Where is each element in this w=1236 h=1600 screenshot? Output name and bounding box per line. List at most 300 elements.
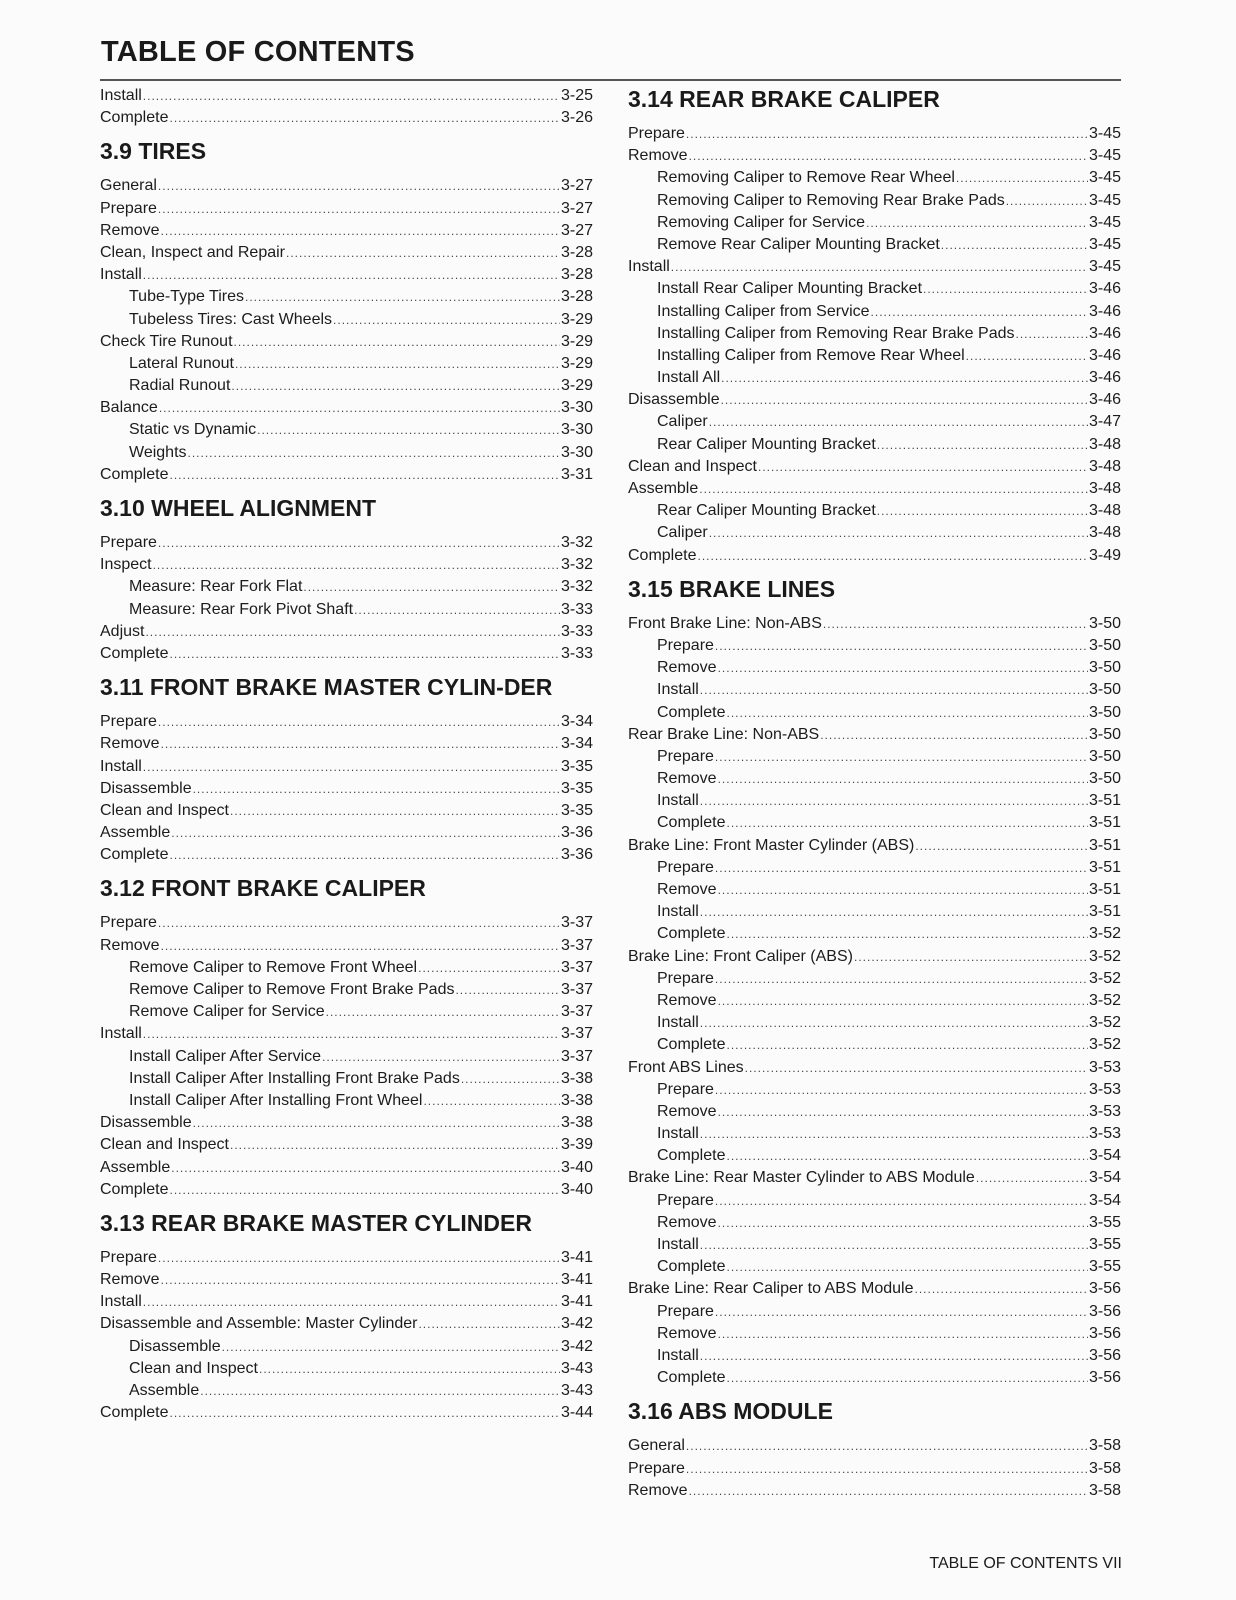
toc-entry[interactable] — [628, 990, 1121, 1012]
dot-leader — [700, 1012, 1088, 1034]
toc-entry-label: Install — [657, 1014, 699, 1032]
toc-entry-page: 3-38 — [560, 1069, 593, 1087]
toc-entry-label: Assemble — [129, 1382, 200, 1399]
toc-section — [628, 1397, 1121, 1502]
toc-entry[interactable] — [628, 545, 1121, 567]
toc-entry-label: Weights — [129, 443, 187, 461]
dot-leader — [718, 1212, 1088, 1234]
toc-entry[interactable] — [100, 643, 593, 665]
toc-entry[interactable] — [628, 1323, 1121, 1345]
toc-entry-label: Install — [100, 266, 142, 284]
toc-entry[interactable] — [628, 613, 1121, 635]
toc-entry-page: 3-52 — [1088, 969, 1121, 987]
toc-entry-list — [100, 532, 593, 665]
toc-entry[interactable] — [628, 167, 1121, 189]
toc-entry-label: Caliper — [657, 413, 708, 431]
dot-leader — [143, 85, 560, 107]
toc-entry-label: Front ABS Lines — [628, 1058, 744, 1076]
toc-entry[interactable] — [100, 1023, 593, 1045]
toc-entry[interactable] — [628, 145, 1121, 167]
toc-entry-page: 3-56 — [1088, 1324, 1121, 1342]
toc-entry[interactable] — [100, 353, 593, 375]
toc-entry[interactable] — [100, 1269, 593, 1291]
section-heading[interactable]: 3.10 WHEEL ALIGNMENT — [100, 495, 377, 521]
dot-leader — [158, 532, 560, 554]
toc-entry[interactable] — [628, 1301, 1121, 1323]
dot-leader — [726, 1145, 1087, 1167]
toc-entry-label: Complete — [657, 814, 726, 832]
toc-entry-label: Brake Line: Rear Caliper to ABS Module — [628, 1280, 914, 1298]
toc-entry-label: Complete — [657, 1258, 726, 1276]
section-heading[interactable]: 3.9 TIRES — [100, 138, 207, 165]
toc-entry[interactable] — [100, 419, 593, 441]
toc-entry-page: 3-46 — [1088, 346, 1121, 364]
toc-entry[interactable] — [628, 434, 1121, 456]
section-heading[interactable]: 3.15 BRAKE LINES — [628, 575, 836, 602]
toc-entry[interactable] — [628, 190, 1121, 212]
toc-entry-page: 3-37 — [560, 914, 593, 932]
toc-entry-page: 3-54 — [1088, 1147, 1121, 1165]
toc-entry[interactable] — [100, 554, 593, 576]
toc-entry[interactable] — [628, 923, 1121, 945]
toc-entry-page: 3-55 — [1088, 1258, 1121, 1276]
toc-entry[interactable] — [100, 1157, 593, 1179]
toc-entry-page: 3-40 — [560, 1158, 593, 1176]
dot-leader — [153, 554, 560, 576]
toc-entry[interactable] — [628, 657, 1121, 679]
toc-entry-label: Check Tire Runout — [100, 332, 233, 350]
dot-leader — [726, 1256, 1087, 1278]
dot-leader — [700, 901, 1088, 923]
toc-entry-page: 3-46 — [1088, 324, 1121, 342]
toc-entry-label: Measure: Rear Fork Flat — [129, 578, 303, 596]
toc-entry[interactable] — [100, 397, 593, 419]
dot-leader — [158, 1247, 560, 1269]
dot-leader — [245, 286, 560, 308]
toc-entry[interactable] — [628, 1012, 1121, 1034]
toc-entry-label: Complete — [628, 546, 697, 564]
dot-leader — [721, 367, 1088, 389]
toc-entry-label: Prepare — [628, 125, 685, 142]
dot-leader — [715, 968, 1088, 990]
toc-entry[interactable] — [100, 309, 593, 331]
toc-entry[interactable] — [100, 1291, 593, 1313]
toc-entry-page: 3-45 — [1088, 258, 1121, 276]
toc-entry-label: Clean and Inspect — [129, 1359, 258, 1377]
toc-entry[interactable] — [100, 1046, 593, 1068]
toc-entry-page: 3-25 — [560, 87, 593, 104]
toc-entry[interactable] — [100, 979, 593, 1001]
toc-entry[interactable] — [100, 1247, 593, 1269]
toc-entry[interactable] — [628, 702, 1121, 724]
toc-entry-label: Installing Caliper from Remove Rear Wheel — [657, 346, 965, 364]
toc-entry-label: Install — [657, 1346, 699, 1364]
dot-leader — [700, 1123, 1088, 1145]
toc-entry[interactable] — [100, 733, 593, 755]
toc-entry[interactable] — [628, 123, 1121, 145]
toc-entry-page: 3-51 — [1088, 814, 1121, 832]
toc-entry[interactable] — [100, 331, 593, 353]
toc-entry[interactable] — [628, 1458, 1121, 1480]
toc-entry[interactable] — [628, 522, 1121, 544]
dot-leader — [715, 1190, 1088, 1212]
toc-entry-page: 3-51 — [1088, 881, 1121, 898]
toc-entry-label: Remove — [628, 1481, 688, 1499]
toc-entry[interactable] — [100, 464, 593, 486]
toc-entry-label: Complete — [100, 1404, 169, 1422]
toc-entry-page: 3-28 — [560, 266, 593, 284]
toc-entry[interactable] — [100, 1380, 593, 1402]
toc-entry[interactable] — [100, 264, 593, 286]
toc-entry[interactable] — [100, 532, 593, 554]
toc-entry-label: Complete — [657, 1147, 726, 1165]
toc-entry[interactable] — [628, 389, 1121, 411]
toc-entry[interactable] — [100, 912, 593, 934]
section-heading[interactable]: 3.13 REAR BRAKE MASTER CYLINDER — [100, 1209, 532, 1236]
dot-leader — [820, 724, 1088, 746]
toc-entry[interactable] — [628, 301, 1121, 323]
toc-entry-page: 3-46 — [1088, 369, 1121, 387]
toc-entry[interactable] — [628, 1145, 1121, 1167]
toc-entry[interactable] — [100, 756, 593, 778]
toc-entry[interactable] — [100, 621, 593, 643]
toc-entry[interactable] — [628, 367, 1121, 389]
dot-leader — [700, 1345, 1088, 1367]
toc-entry-page: 3-52 — [1088, 1014, 1121, 1032]
toc-entry-label: Remove — [657, 991, 717, 1009]
toc-entry-page: 3-31 — [560, 465, 593, 483]
toc-entry[interactable] — [628, 857, 1121, 879]
toc-entry-label: Measure: Rear Fork Pivot Shaft — [129, 600, 354, 618]
toc-entry[interactable] — [628, 1057, 1121, 1079]
toc-entry-page: 3-42 — [560, 1315, 593, 1333]
toc-entry[interactable] — [628, 635, 1121, 657]
toc-entry-page: 3-52 — [1088, 1036, 1121, 1054]
toc-entry-page: 3-58 — [1088, 1437, 1121, 1455]
toc-entry[interactable] — [628, 1101, 1121, 1123]
toc-entry-label: Remove Caliper to Remove Front Wheel — [129, 958, 418, 976]
toc-entry-label: Remove — [657, 1213, 717, 1231]
toc-entry-label: Rear Caliper Mounting Bracket — [657, 435, 876, 453]
toc-entry-page: 3-37 — [560, 1003, 593, 1021]
dot-leader — [161, 733, 560, 755]
toc-entry-page: 3-48 — [1088, 457, 1121, 475]
toc-entry[interactable] — [100, 1179, 593, 1201]
dot-leader — [726, 923, 1087, 945]
toc-entry-label: Lateral Runout — [129, 354, 234, 372]
toc-entry-page: 3-51 — [1088, 792, 1121, 810]
toc-entry-page: 3-30 — [560, 421, 593, 439]
toc-entry-label: Static vs Dynamic — [129, 421, 257, 439]
dot-leader — [193, 778, 560, 800]
toc-entry[interactable] — [628, 1234, 1121, 1256]
toc-entry-label: Prepare — [657, 969, 714, 987]
toc-entry-page: 3-30 — [560, 399, 593, 417]
dot-leader — [745, 1057, 1088, 1079]
toc-entry-page: 3-37 — [560, 1025, 593, 1043]
toc-entry-label: Radial Runout — [129, 377, 231, 395]
toc-entry[interactable] — [628, 1167, 1121, 1189]
dot-leader — [461, 1068, 560, 1090]
dot-leader — [143, 264, 560, 286]
toc-entry-page: 3-41 — [560, 1293, 593, 1311]
toc-entry[interactable] — [628, 212, 1121, 234]
toc-entry-page: 3-51 — [1088, 858, 1121, 876]
dot-leader — [718, 990, 1088, 1012]
toc-entry-page: 3-43 — [560, 1359, 593, 1377]
dot-leader — [877, 434, 1088, 456]
toc-entry[interactable] — [100, 822, 593, 844]
toc-entry-label: Clean, Inspect and Repair — [100, 243, 285, 261]
toc-entry-label: Complete — [100, 465, 169, 483]
toc-entry[interactable] — [628, 1367, 1121, 1389]
toc-entry-label: Clean and Inspect — [100, 1136, 229, 1154]
toc-entry[interactable] — [628, 968, 1121, 990]
dot-leader — [143, 756, 560, 778]
toc-entry-page: 3-29 — [560, 354, 593, 372]
toc-entry[interactable] — [100, 242, 593, 264]
dot-leader — [286, 242, 560, 264]
toc-entry[interactable] — [628, 1278, 1121, 1300]
toc-entry[interactable] — [628, 1190, 1121, 1212]
toc-entry-page: 3-42 — [560, 1337, 593, 1355]
toc-entry[interactable] — [100, 1090, 593, 1112]
toc-entry-page: 3-37 — [560, 936, 593, 954]
dot-leader — [976, 1167, 1088, 1189]
toc-entry-page: 3-38 — [560, 1114, 593, 1132]
toc-entry[interactable] — [100, 957, 593, 979]
toc-entry[interactable] — [628, 1435, 1121, 1457]
toc-entry-label: Caliper — [657, 524, 708, 542]
toc-entry[interactable] — [100, 1336, 593, 1358]
toc-entry[interactable] — [628, 345, 1121, 367]
toc-entry[interactable] — [100, 107, 593, 129]
toc-entry-label: Prepare — [657, 1302, 714, 1320]
toc-entry-page: 3-51 — [1088, 903, 1121, 921]
dot-leader — [234, 331, 560, 353]
dot-leader — [161, 1269, 560, 1291]
dot-leader — [686, 123, 1088, 145]
left-column — [100, 85, 593, 1424]
section-heading[interactable]: 3.16 ABS MODULE — [628, 1398, 833, 1425]
toc-entry-label: Remove — [657, 1102, 717, 1120]
toc-entry[interactable] — [628, 256, 1121, 278]
toc-entry[interactable] — [100, 442, 593, 464]
dot-leader — [715, 1301, 1088, 1323]
dot-leader — [158, 175, 560, 197]
toc-entry-page: 3-46 — [1088, 280, 1121, 298]
toc-entry-page: 3-58 — [1088, 1481, 1121, 1499]
toc-entry-page: 3-36 — [560, 846, 593, 864]
toc-entry[interactable] — [100, 1134, 593, 1156]
dot-leader — [718, 1323, 1088, 1345]
toc-entry[interactable] — [628, 835, 1121, 857]
toc-entry[interactable] — [628, 1034, 1121, 1056]
dot-leader — [161, 935, 560, 957]
toc-entry[interactable] — [100, 711, 593, 733]
toc-entry-page: 3-43 — [560, 1382, 593, 1399]
toc-entry[interactable] — [628, 724, 1121, 746]
toc-entry[interactable] — [628, 1480, 1121, 1502]
toc-entry[interactable] — [628, 234, 1121, 256]
dot-leader — [188, 442, 560, 464]
toc-entry[interactable] — [100, 220, 593, 242]
dot-leader — [169, 1179, 559, 1201]
toc-entry[interactable] — [100, 1068, 593, 1090]
dot-leader — [686, 1458, 1088, 1480]
toc-entry-page: 3-56 — [1088, 1346, 1121, 1364]
toc-entry[interactable] — [628, 411, 1121, 433]
section-heading[interactable]: 3.14 REAR BRAKE CALIPER — [628, 86, 940, 112]
toc-entry-label: Prepare — [100, 914, 157, 932]
toc-entry-list — [100, 912, 593, 1200]
dot-leader — [230, 1134, 560, 1156]
dot-leader — [715, 1079, 1088, 1101]
dot-leader — [143, 1291, 560, 1313]
toc-entry-page: 3-46 — [1088, 391, 1121, 409]
toc-entry-label: Brake Line: Front Master Cylinder (ABS) — [628, 836, 915, 854]
toc-entry[interactable] — [100, 778, 593, 800]
toc-entry[interactable] — [628, 1123, 1121, 1145]
toc-entry[interactable] — [100, 85, 593, 107]
toc-entry[interactable] — [628, 768, 1121, 790]
toc-entry-page: 3-45 — [1088, 213, 1121, 231]
toc-entry[interactable] — [100, 1358, 593, 1380]
toc-entry[interactable] — [628, 790, 1121, 812]
toc-entry[interactable] — [100, 1112, 593, 1134]
toc-entry-label: Prepare — [657, 1080, 714, 1098]
dot-leader — [222, 1336, 560, 1358]
toc-entry[interactable] — [628, 746, 1121, 768]
toc-entry-label: Disassemble and Assemble: Master Cylinder — [100, 1315, 418, 1333]
toc-entry-label: Prepare — [657, 747, 714, 765]
toc-entry[interactable] — [100, 175, 593, 197]
toc-entry-label: Clean and Inspect — [100, 801, 229, 819]
toc-entry-page: 3-50 — [1088, 703, 1121, 721]
toc-entry-label: Rear Caliper Mounting Bracket — [657, 502, 876, 520]
toc-entry[interactable] — [100, 1001, 593, 1023]
toc-entry-page: 3-29 — [560, 332, 593, 350]
toc-entry-label: Disassemble — [100, 1114, 192, 1132]
dot-leader — [700, 1234, 1088, 1256]
toc-section — [100, 1209, 593, 1425]
toc-entry[interactable] — [628, 1256, 1121, 1278]
dot-leader — [193, 1112, 560, 1134]
toc-entry-page: 3-45 — [1088, 235, 1121, 253]
toc-entry[interactable] — [100, 599, 593, 621]
dot-leader — [709, 411, 1088, 433]
toc-entry-label: Complete — [657, 1036, 726, 1054]
toc-entry[interactable] — [628, 500, 1121, 522]
dot-leader — [354, 599, 560, 621]
toc-entry-label: Assemble — [100, 824, 171, 842]
section-heading[interactable]: 3.11 FRONT BRAKE MASTER CYLIN-DER — [100, 674, 553, 701]
toc-entry[interactable] — [628, 879, 1121, 901]
toc-entry[interactable] — [628, 1212, 1121, 1234]
dot-leader — [718, 768, 1088, 790]
toc-entry-list — [100, 1247, 593, 1425]
toc-entry-page: 3-55 — [1088, 1236, 1121, 1253]
toc-entry[interactable] — [628, 456, 1121, 478]
toc-entry-label: General — [100, 177, 157, 195]
toc-entry-label: Inspect — [100, 556, 152, 574]
toc-entry[interactable] — [100, 1402, 593, 1424]
dot-leader — [303, 576, 560, 598]
toc-entry-label: Install Rear Caliper Mounting Bracket — [657, 280, 923, 298]
title-rule — [100, 79, 1121, 81]
toc-entry[interactable] — [628, 278, 1121, 300]
toc-entry-page: 3-53 — [1088, 1058, 1121, 1076]
toc-entry-page: 3-29 — [560, 310, 593, 328]
dot-leader — [758, 456, 1088, 478]
toc-entry[interactable] — [100, 935, 593, 957]
toc-entry-label: Remove — [657, 770, 717, 788]
toc-entry-label: Complete — [100, 1180, 169, 1198]
toc-entry-list — [628, 613, 1121, 1390]
toc-section — [628, 85, 1121, 567]
toc-entry[interactable] — [628, 1079, 1121, 1101]
toc-entry-page: 3-45 — [1088, 191, 1121, 209]
toc-entry[interactable] — [628, 478, 1121, 500]
toc-entry-page: 3-41 — [560, 1271, 593, 1289]
toc-entry-page: 3-38 — [560, 1091, 593, 1109]
toc-entry[interactable] — [100, 800, 593, 822]
toc-entry-page: 3-27 — [560, 221, 593, 239]
toc-entry[interactable] — [100, 375, 593, 397]
dot-leader — [143, 1023, 560, 1045]
dot-leader — [418, 957, 560, 979]
toc-entry-page: 3-52 — [1088, 947, 1121, 965]
dot-leader — [159, 397, 560, 419]
page-footer: TABLE OF CONTENTS VII — [929, 1555, 1122, 1572]
toc-entry[interactable] — [100, 198, 593, 220]
toc-entry[interactable] — [628, 901, 1121, 923]
toc-entry-label: Prepare — [100, 1248, 157, 1266]
dot-leader — [326, 1001, 560, 1023]
dot-leader — [671, 256, 1088, 278]
toc-entry-page: 3-50 — [1088, 614, 1121, 632]
toc-entry-label: Disassemble — [100, 779, 192, 797]
toc-entry[interactable] — [628, 812, 1121, 834]
toc-entry[interactable] — [628, 679, 1121, 701]
dot-leader — [235, 353, 560, 375]
dot-leader — [914, 1278, 1087, 1300]
toc-entry-label: Remove Rear Caliper Mounting Bracket — [657, 235, 940, 253]
toc-entry[interactable] — [100, 286, 593, 308]
dot-leader — [715, 746, 1088, 768]
toc-entry-label: Remove — [100, 936, 160, 954]
toc-entry-label: Front Brake Line: Non-ABS — [628, 614, 822, 632]
toc-entry[interactable] — [100, 576, 593, 598]
dot-leader — [689, 1480, 1088, 1502]
toc-entry[interactable] — [628, 323, 1121, 345]
toc-entry[interactable] — [628, 946, 1121, 968]
toc-entry[interactable] — [628, 1345, 1121, 1367]
toc-entry-page: 3-32 — [560, 534, 593, 551]
toc-entry-page: 3-56 — [1088, 1369, 1121, 1387]
section-heading[interactable]: 3.12 FRONT BRAKE CALIPER — [100, 875, 426, 902]
toc-entry[interactable] — [100, 844, 593, 866]
toc-entry-page: 3-52 — [1088, 925, 1121, 943]
dot-leader — [322, 1046, 560, 1068]
toc-entry[interactable] — [100, 1313, 593, 1335]
toc-entry-page: 3-26 — [560, 109, 593, 127]
dot-leader — [423, 1090, 560, 1112]
dot-leader — [966, 345, 1088, 367]
toc-entry-list — [100, 711, 593, 866]
toc-entry-list — [628, 123, 1121, 567]
toc-entry-label: Rear Brake Line: Non-ABS — [628, 725, 820, 743]
